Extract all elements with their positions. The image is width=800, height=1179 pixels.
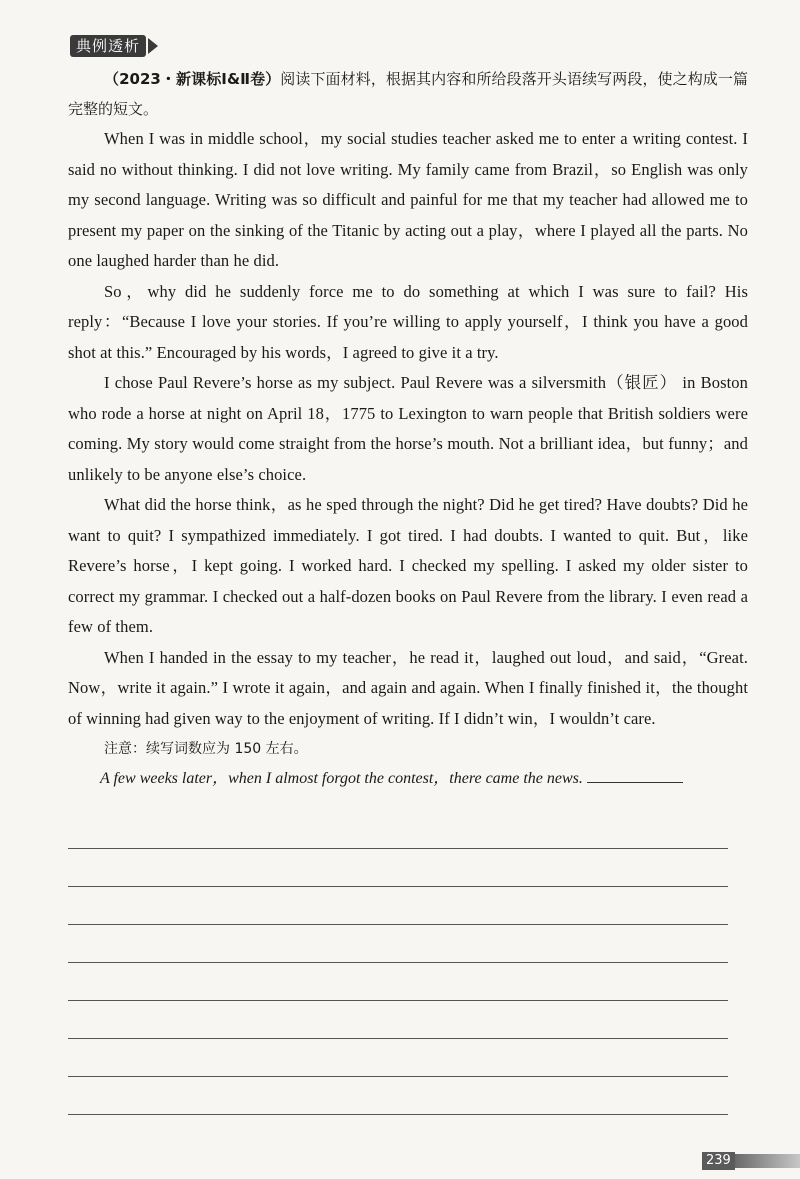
passage-paragraph-1: When I was in middle school，my social studies teacher asked me to enter a writing contest. I said no without thinking. I did not love writing. My family came from Brazil，so English was only my second language. Writing was so difficult and painful for me that my teacher had allowed me to present my paper on the sinking of the Titanic by acting out a play，where I played all the parts. No one laughed harder than he did. <box>68 129 748 270</box>
continuation-opener <box>68 764 748 794</box>
opener-text: A few weeks later，when I almost forgot the contest，there came the news. <box>100 770 583 787</box>
prompt-instruction: 阅读下面材料，根据其内容和所给段落开头语续写两段，使之构成一篇完整的短文。 <box>68 70 748 118</box>
exercise-content <box>68 64 748 794</box>
passage-paragraph-5: When I handed in the essay to my teacher，he read it，laughed out loud，and said，“Great. Now，write it again.” I wrote it again，and again and again. When I finally finished it，the thought of winning had given way to the enjoyment of writing. If I didn’t win，I wouldn’t care. <box>68 647 748 728</box>
passage-paragraph-2: So，why did he suddenly force me to do something at which I was sure to fail? His reply：“Because I love your stories. If you’re willing to apply yourself，I think you have a good shot at this.” Encouraged by his words，I agreed to give it a try. <box>68 281 748 362</box>
section-label-text: 典例透析 <box>70 35 146 57</box>
opener-blank[interactable] <box>587 768 683 783</box>
prompt-paragraph <box>68 64 748 124</box>
writing-line[interactable] <box>68 1076 728 1077</box>
page-number-tab <box>702 1152 800 1170</box>
passage-paragraph-3: I chose Paul Revere’s horse as my subject. Paul Revere was a silversmith（银匠） in Boston who rode a horse at night on April 18，1775 to Lexington to warn people that British soldiers were coming. My story would come straight from the horse’s mouth. Not a brilliant idea，but funny；and unlikely to be anyone else’s choice. <box>68 373 748 484</box>
writing-line[interactable] <box>68 1000 728 1001</box>
prompt-source: （2023・新课标Ⅰ&Ⅱ卷） <box>104 70 281 88</box>
section-label <box>70 34 158 58</box>
passage-paragraph-4: What did the horse think，as he sped through the night? Did he get tired? Have doubts? Did he want to quit? I sympathized immediately. I got tired. I had doubts. I wanted to quit. But，like Revere’s horse，I kept going. I worked hard. I checked my spelling. I asked my older sister to correct my grammar. I checked out a half-dozen books on Paul Revere from the library. I even read a few of them. <box>68 495 748 636</box>
writing-line[interactable] <box>68 924 728 925</box>
writing-line[interactable] <box>68 962 728 963</box>
word-count-note: 注意：续写词数应为 150 左右。 <box>104 741 308 757</box>
writing-line[interactable] <box>68 886 728 887</box>
writing-line[interactable] <box>68 1038 728 1039</box>
writing-line[interactable] <box>68 1114 728 1115</box>
writing-line[interactable] <box>68 848 728 849</box>
page-number-bar <box>735 1154 800 1168</box>
page-number: 239 <box>702 1152 735 1170</box>
triangle-arrow-icon <box>148 38 158 54</box>
writing-area[interactable] <box>68 848 728 1152</box>
